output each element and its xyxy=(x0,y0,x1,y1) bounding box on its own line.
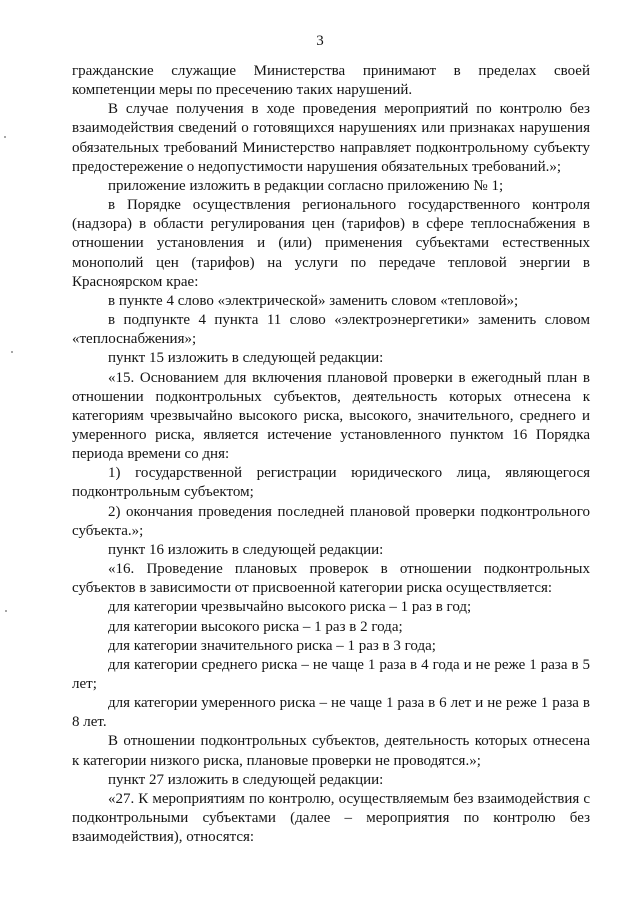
paragraph: пункт 16 изложить в следующей редакции: xyxy=(108,541,384,558)
paragraph: «27. К мероприятиям по контролю, осуществляемым без взаимодействия с подконтрольными субъектами (далее – мероприятия по контролю без взаимодействия), относятся: xyxy=(72,790,590,846)
page-number: 3 xyxy=(316,33,324,49)
scan-speck xyxy=(11,351,13,353)
paragraph: в Порядке осуществления регионального государственного контроля (надзора) в области регулирования цен (тарифов) в сфере теплоснабжения в отношении установления и (или) применения субъектами естественных монополий цен (тарифов) на услуги по передаче тепловой энергии в Красноярском крае: xyxy=(72,197,590,290)
paragraph: «16. Проведение плановых проверок в отношении подконтрольных субъектов в зависимости от присвоенной категории риска осуществляется: xyxy=(72,561,590,597)
paragraph: гражданские служащие Министерства принимают в пределах своей компетенции меры по пресечению таких нарушений. xyxy=(72,63,590,99)
paragraph: В случае получения в ходе проведения мероприятий по контролю без взаимодействия сведений о готовящихся нарушениях или признаках нарушения обязательных требований Министерство направляет подконтрольному субъекту предостережение о недопустимости нарушения обязательных требований.»; xyxy=(72,101,590,175)
scan-speck xyxy=(5,610,7,612)
paragraph: для категории высокого риска – 1 раз в 2 года; xyxy=(108,618,403,635)
paragraph: 2) окончания проведения последней плановой проверки подконтрольного субъекта.»; xyxy=(72,503,590,539)
paragraph: для категории чрезвычайно высокого риска – 1 раз в год; xyxy=(108,599,472,616)
paragraph: В отношении подконтрольных субъектов, деятельность которых отнесена к категории низкого риска, плановые проверки не проводятся.»; xyxy=(72,733,590,769)
paragraph: для категории среднего риска – не чаще 1 раза в 4 года и не реже 1 раза в 5 лет; xyxy=(72,656,590,692)
scan-speck xyxy=(4,136,6,138)
paragraph: пункт 27 изложить в следующей редакции: xyxy=(108,771,384,788)
paragraph: для категории умеренного риска – не чаще 1 раза в 6 лет и не реже 1 раза в 8 лет. xyxy=(72,695,590,731)
paragraph: приложение изложить в редакции согласно приложению № 1; xyxy=(108,177,504,194)
paragraph: в подпункте 4 пункта 11 слово «электроэнергетики» заменить словом «теплоснабжения»; xyxy=(72,312,590,348)
paragraph: в пункте 4 слово «электрической» заменить словом «тепловой»; xyxy=(108,292,519,309)
document-body xyxy=(72,62,590,847)
paragraph: 1) государственной регистрации юридического лица, являющегося подконтрольным субъектом; xyxy=(72,465,590,501)
paragraph: «15. Основанием для включения плановой проверки в ежегодный план в отношении подконтрольных субъектов, деятельность которых отнесена к категориям чрезвычайно высокого риска, высокого, значительного, среднего и умеренного риска, является истечение установленного пунктом 16 Порядка периода времени со дня: xyxy=(72,369,590,463)
paragraph: пункт 15 изложить в следующей редакции: xyxy=(108,350,384,367)
paragraph: для категории значительного риска – 1 раз в 3 года; xyxy=(108,637,436,654)
